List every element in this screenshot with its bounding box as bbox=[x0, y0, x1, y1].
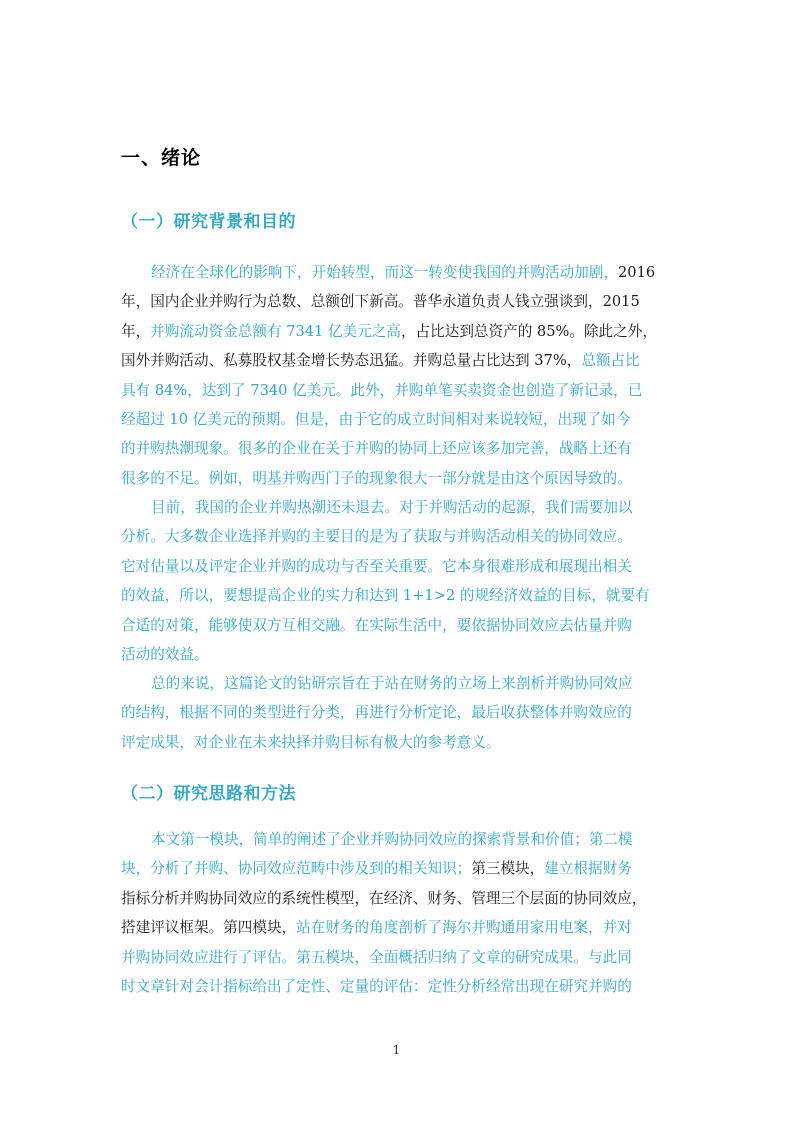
text-line bbox=[121, 854, 679, 883]
text-segment: 的效益，所以，要想提高企业的实力和达到 1+1>2 的规经济效益的目标，就要有 bbox=[121, 587, 650, 605]
text-line bbox=[121, 552, 679, 581]
text-segment: 的并购热潮现象。很多的企业在关于并购的协同上还应该多加完善，战略上还有 bbox=[121, 440, 632, 458]
text-segment: 具有 84%，达到了 7340 亿美元。此外，并购单笔买卖资金也创造了新记录，已 bbox=[121, 381, 643, 399]
text-line bbox=[121, 317, 679, 346]
text-segment: 站在财务的角度剖析了海尔并购通用家用电案，并对 bbox=[296, 919, 632, 937]
paragraph-4 bbox=[121, 825, 679, 1001]
text-line bbox=[121, 884, 679, 913]
text-line bbox=[121, 376, 679, 405]
text-segment: 经济在全球化的影响下，开始转型，而这一转变使我国的并购活动加剧， bbox=[151, 264, 619, 281]
text-line bbox=[121, 287, 679, 316]
text-segment: 分析。大多数企业选择并购的主要目的是为了获取与并购活动相关的协同效应。 bbox=[121, 528, 632, 546]
text-segment: 年， bbox=[121, 322, 151, 340]
chapter-heading: 一、绪论 bbox=[121, 147, 202, 169]
text-segment: 时文章针对会计指标给出了定性、定量的评估：定性分析经常出现在研究并购的 bbox=[121, 977, 632, 995]
text-line bbox=[121, 640, 679, 669]
text-segment: 年，国内企业并购行为总数、总额创下新高。普华永道负责人钱立强谈到，2015 bbox=[121, 293, 640, 311]
section-heading-1: （一）研究背景和目的 bbox=[121, 212, 296, 232]
text-segment: 指标分析并购协同效应的系统性模型，在经济、财务、管理三个层面的协同效应， bbox=[121, 889, 647, 907]
paragraph-1 bbox=[121, 258, 679, 493]
text-line bbox=[121, 611, 679, 640]
text-line bbox=[121, 698, 679, 727]
text-segment: 的结构，根据不同的类型进行分类，再进行分析定论，最后收获整体并购效应的 bbox=[121, 704, 632, 722]
text-line bbox=[121, 405, 679, 434]
text-segment: 2016 bbox=[618, 264, 656, 281]
text-line bbox=[121, 728, 679, 757]
text-segment: 总的来说，这篇论文的钻研宗旨在于站在财务的立场上来剖析并购协同效应 bbox=[151, 675, 633, 692]
text-segment: 评定成果，对企业在未来抉择并购目标有极大的参考意义。 bbox=[121, 733, 501, 751]
text-segment: 活动的效益。 bbox=[121, 645, 209, 663]
text-segment: 并购协同效应进行了评估。第五模块，全面概括归纳了文章的研究成果。与此同 bbox=[121, 948, 632, 966]
text-segment: 国外并购活动、私募股权基金增长势态迅猛。并购总量占比达到 37%， bbox=[121, 352, 582, 370]
text-segment: 很多的不足。例如，明基并购西门子的现象很大一部分就是由这个原因导致的。 bbox=[121, 469, 632, 487]
text-line bbox=[121, 493, 679, 522]
text-segment: 块，分析了并购、协同效应范畴中涉及到的相关知识； bbox=[121, 860, 472, 878]
text-line bbox=[121, 669, 679, 698]
text-segment: 它对估量以及评定企业并购的成功与否至关重要。它本身很难形成和展现出相关 bbox=[121, 557, 632, 575]
text-line bbox=[121, 464, 679, 493]
text-segment: 搭建评议框架。第四模块， bbox=[121, 919, 297, 937]
paragraph-3 bbox=[121, 669, 679, 757]
text-line bbox=[121, 943, 679, 972]
text-segment: 第三模块， bbox=[471, 860, 545, 878]
section-heading-2: （二）研究思路和方法 bbox=[121, 784, 296, 804]
text-segment: 建立根据财务 bbox=[544, 860, 632, 878]
page-number: 1 bbox=[392, 1043, 401, 1057]
text-line bbox=[121, 972, 679, 1001]
text-line bbox=[121, 913, 679, 942]
text-segment: 本文第一模块，简单的阐述了企业并购协同效应的探索背景和价值；第二模 bbox=[151, 831, 633, 848]
text-line bbox=[121, 522, 679, 551]
text-segment: 目前，我国的企业并购热潮还未退去。对于并购活动的起源，我们需要加以 bbox=[151, 499, 633, 516]
text-segment: 经超过 10 亿美元的预期。但是，由于它的成立时间相对来说较短，出现了如今 bbox=[121, 410, 631, 428]
text-line bbox=[121, 434, 679, 463]
text-segment: ，占比达到总资产的 85%。除此之外， bbox=[400, 322, 657, 340]
text-segment: 合适的对策，能够使双方互相交融。在实际生活中，要依据协同效应去估量并购 bbox=[121, 616, 632, 634]
paragraph-2 bbox=[121, 493, 679, 669]
text-line bbox=[121, 258, 679, 287]
text-line bbox=[121, 825, 679, 854]
text-segment: 总额占比 bbox=[581, 352, 640, 370]
text-segment: 并购流动资金总额有 7341 亿美元之高 bbox=[150, 322, 401, 340]
text-line bbox=[121, 581, 679, 610]
text-line bbox=[121, 346, 679, 375]
